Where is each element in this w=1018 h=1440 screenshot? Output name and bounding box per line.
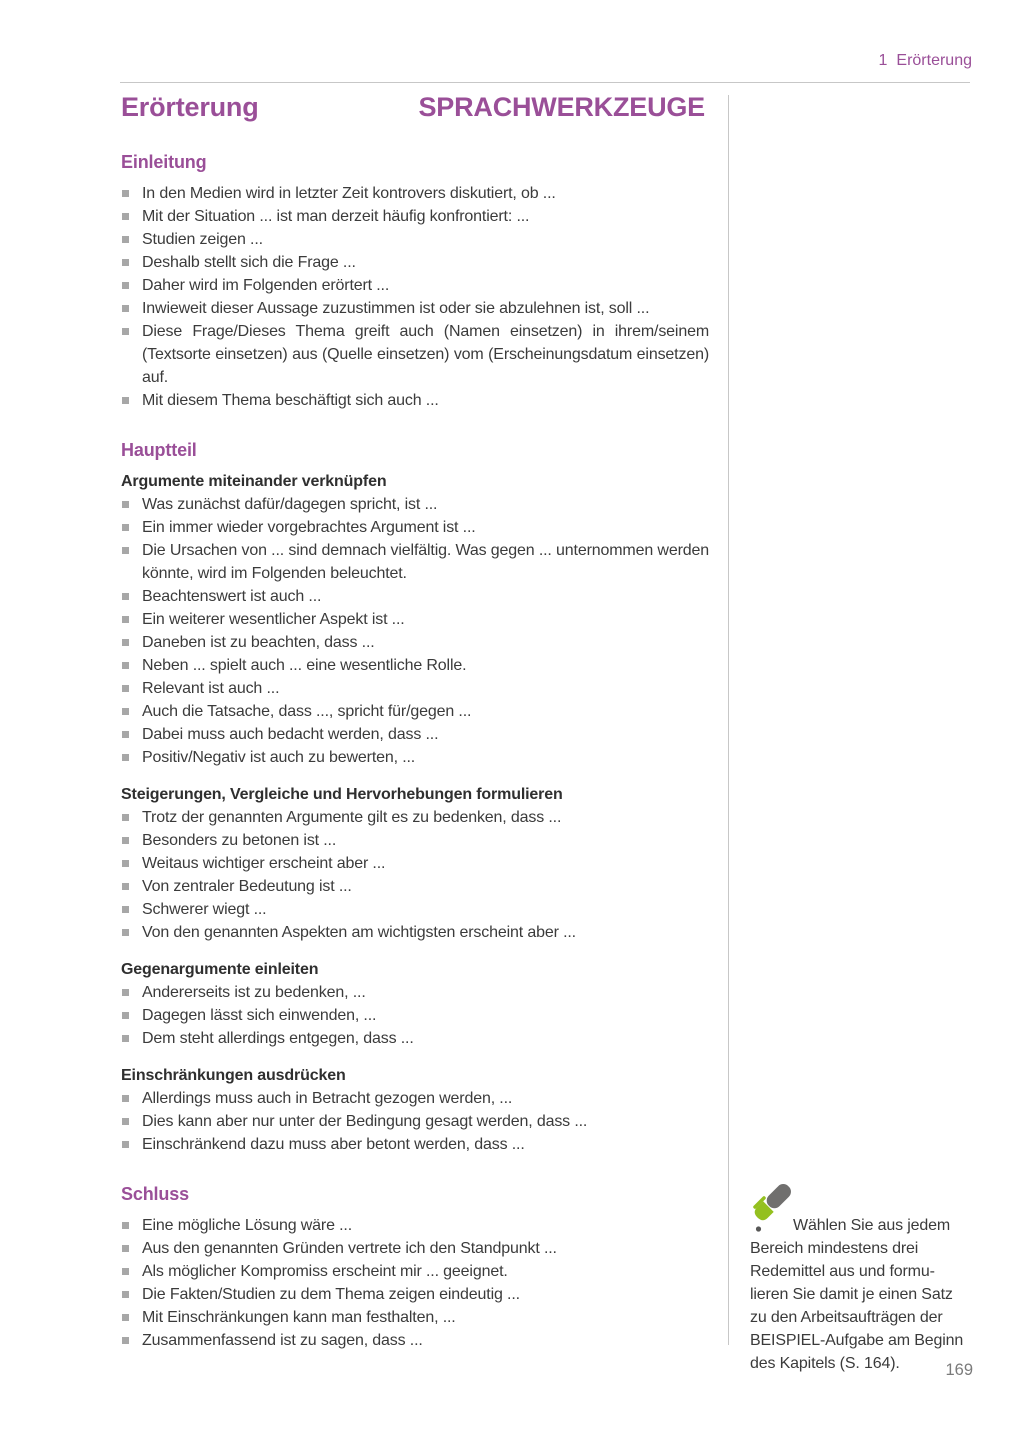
note-line: des Kapitels (S. 164). (750, 1355, 900, 1372)
bullet-item (121, 228, 709, 251)
group-subheading: Steigerungen, Vergleiche und Hervorhebungen formulieren (121, 786, 563, 803)
bullet-square-icon (122, 906, 129, 913)
bullet-item (121, 829, 709, 852)
bullet-list (121, 493, 709, 769)
bullet-item (121, 516, 709, 539)
bullet-item (121, 608, 709, 631)
section-einleitung (121, 150, 709, 412)
bullet-text: Was zunächst dafür/dagegen spricht, ist ... (142, 496, 438, 513)
bullet-square-icon (122, 236, 129, 243)
bullet-item (121, 251, 709, 274)
bullet-item (121, 1260, 709, 1283)
bullet-item (121, 1214, 709, 1237)
bullet-square-icon (122, 190, 129, 197)
bullet-item (121, 320, 709, 389)
marker-pen-icon (747, 1180, 799, 1236)
bullet-text: Von zentraler Bedeutung ist ... (142, 878, 352, 895)
bullet-text: Einschränkend dazu muss aber betont werden, dass ... (142, 1136, 525, 1153)
bullet-item (121, 389, 709, 412)
group-subheading: Gegenargumente einleiten (121, 961, 319, 978)
bullet-text: Von den genannten Aspekten am wichtigsten erscheint aber ... (142, 924, 576, 941)
bullet-text: Daneben ist zu beachten, dass ... (142, 634, 375, 651)
group-subheading: Argumente miteinander verknüpfen (121, 473, 387, 490)
bullet-text: Auch die Tatsache, dass ..., spricht für/gegen ... (142, 703, 472, 720)
bullet-square-icon (122, 1222, 129, 1229)
bullet-text: Besonders zu betonen ist ... (142, 832, 337, 849)
bullet-square-icon (122, 1012, 129, 1019)
bullet-square-icon (122, 593, 129, 600)
bullet-item (121, 723, 709, 746)
bullet-item (121, 585, 709, 608)
page-number: 169 (945, 1361, 973, 1379)
bullet-square-icon (122, 1118, 129, 1125)
bullet-text: Daher wird im Folgenden erörtert ... (142, 277, 390, 294)
note-line: Redemittel aus und formu- (750, 1263, 935, 1280)
bullet-item (121, 654, 709, 677)
bullet-item (121, 1283, 709, 1306)
bullet-text: Die Ursachen von ... sind demnach vielfältig. Was gegen ... unternommen werden könnte, wird im Folgenden beleuchtet. (142, 542, 709, 582)
bullet-text: Ein weiterer wesentlicher Aspekt ist ... (142, 611, 405, 628)
bullet-item (121, 1087, 709, 1110)
bullet-square-icon (122, 213, 129, 220)
bullet-square-icon (122, 282, 129, 289)
running-head (879, 52, 973, 70)
bullet-square-icon (122, 1268, 129, 1275)
title-row (121, 92, 705, 123)
bullet-text: Schwerer wiegt ... (142, 901, 267, 918)
bullet-item (121, 297, 709, 320)
bullet-item (121, 182, 709, 205)
bullet-text: Mit der Situation ... ist man derzeit häufig konfrontiert: ... (142, 208, 530, 225)
margin-note (750, 1180, 966, 1375)
bullet-text: Dies kann aber nur unter der Bedingung gesagt werden, dass ... (142, 1113, 588, 1130)
bullet-text: Inwieweit dieser Aussage zuzustimmen ist oder sie abzulehnen ist, soll ... (142, 300, 650, 317)
bullet-square-icon (122, 685, 129, 692)
bullet-list (121, 981, 709, 1050)
bullet-item (121, 1004, 709, 1027)
section-hauptteil (121, 438, 709, 1156)
bullet-text: Studien zeigen ... (142, 231, 263, 248)
bullet-item (121, 852, 709, 875)
bullet-square-icon (122, 860, 129, 867)
bullet-square-icon (122, 989, 129, 996)
bullet-item (121, 981, 709, 1004)
bullet-text: Eine mögliche Lösung wäre ... (142, 1217, 352, 1234)
note-line: Bereich mindestens drei (750, 1240, 919, 1257)
bullet-square-icon (122, 837, 129, 844)
bullet-text: Allerdings muss auch in Betracht gezogen werden, ... (142, 1090, 513, 1107)
section-heading: Schluss (121, 1184, 189, 1204)
bullet-text: Neben ... spielt auch ... eine wesentliche Rolle. (142, 657, 467, 674)
bullet-item (121, 746, 709, 769)
bullet-text: Als möglicher Kompromiss erscheint mir ... geeignet. (142, 1263, 508, 1280)
bullet-square-icon (122, 397, 129, 404)
bullet-item (121, 1110, 709, 1133)
bullet-item (121, 631, 709, 654)
bullet-text: Weitaus wichtiger erscheint aber ... (142, 855, 386, 872)
note-line: zu den Arbeitsaufträgen der (750, 1309, 943, 1326)
bullet-text: Die Fakten/Studien zu dem Thema zeigen eindeutig ... (142, 1286, 520, 1303)
page-title: Erörterung (121, 92, 259, 122)
bullet-square-icon (122, 547, 129, 554)
bullet-item (121, 677, 709, 700)
header-rule (120, 82, 970, 83)
note-line: BEISPIEL-Aufgabe am Beginn (750, 1332, 964, 1349)
note-line: lieren Sie damit je einen Satz (750, 1286, 953, 1303)
bullet-item (121, 1329, 709, 1352)
section-heading: Hauptteil (121, 440, 197, 460)
bullet-square-icon (122, 708, 129, 715)
bullet-square-icon (122, 662, 129, 669)
bullet-text: In den Medien wird in letzter Zeit kontrovers diskutiert, ob ... (142, 185, 556, 202)
section-schluss (121, 1182, 709, 1352)
bullet-square-icon (122, 754, 129, 761)
section-heading: Einleitung (121, 152, 207, 172)
bullet-square-icon (122, 929, 129, 936)
bullet-square-icon (122, 639, 129, 646)
bullet-list (121, 806, 709, 944)
pen-dot (756, 1226, 761, 1231)
bullet-item (121, 1027, 709, 1050)
bullet-item (121, 898, 709, 921)
bullet-text: Andererseits ist zu bedenken, ... (142, 984, 366, 1001)
chapter-number: 1 (878, 52, 888, 69)
bullet-square-icon (122, 1141, 129, 1148)
bullet-square-icon (122, 883, 129, 890)
bullet-square-icon (122, 1245, 129, 1252)
column-divider (728, 95, 729, 1345)
bullet-text: Positiv/Negativ ist auch zu bewerten, ... (142, 749, 416, 766)
bullet-text: Beachtenswert ist auch ... (142, 588, 322, 605)
group-subheading: Einschränkungen ausdrücken (121, 1067, 346, 1084)
bullet-text: Zusammenfassend ist zu sagen, dass ... (142, 1332, 423, 1349)
bullet-text: Dagegen lässt sich einwenden, ... (142, 1007, 377, 1024)
bullet-square-icon (122, 1314, 129, 1321)
bullet-square-icon (122, 731, 129, 738)
bullet-text: Diese Frage/Dieses Thema greift auch (Namen einsetzen) in ihrem/seinem (Textsorte einsetzen) aus (Quelle einsetzen) vom (Erscheinungsdatum einsetzen) auf. (142, 323, 709, 386)
page-title-right: SPRACHWERKZEUGE (418, 92, 705, 122)
bullet-item (121, 1133, 709, 1156)
bullet-item (121, 493, 709, 516)
bullet-item (121, 875, 709, 898)
bullet-list (121, 182, 709, 412)
bullet-item (121, 1237, 709, 1260)
bullet-square-icon (122, 1337, 129, 1344)
bullet-square-icon (122, 616, 129, 623)
bullet-list (121, 1214, 709, 1352)
bullet-text: Trotz der genannten Argumente gilt es zu bedenken, dass ... (142, 809, 562, 826)
bullet-text: Dabei muss auch bedacht werden, dass ... (142, 726, 439, 743)
bullet-text: Dem steht allerdings entgegen, dass ... (142, 1030, 414, 1047)
note-line: Wählen Sie aus jedem (793, 1217, 951, 1234)
bullet-square-icon (122, 501, 129, 508)
bullet-text: Ein immer wieder vorgebrachtes Argument ist ... (142, 519, 476, 536)
bullet-square-icon (122, 259, 129, 266)
chapter-label: Erörterung (896, 52, 972, 69)
bullet-item (121, 806, 709, 829)
bullet-item (121, 1306, 709, 1329)
bullet-text: Aus den genannten Gründen vertrete ich den Standpunkt ... (142, 1240, 557, 1257)
bullet-item (121, 539, 709, 585)
main-column (121, 150, 709, 1352)
bullet-square-icon (122, 524, 129, 531)
bullet-square-icon (122, 328, 129, 335)
bullet-item (121, 274, 709, 297)
bullet-text: Mit Einschränkungen kann man festhalten, ... (142, 1309, 456, 1326)
bullet-square-icon (122, 305, 129, 312)
bullet-item (121, 205, 709, 228)
bullet-square-icon (122, 814, 129, 821)
bullet-square-icon (122, 1095, 129, 1102)
bullet-item (121, 921, 709, 944)
bullet-square-icon (122, 1291, 129, 1298)
bullet-item (121, 700, 709, 723)
bullet-text: Mit diesem Thema beschäftigt sich auch ... (142, 392, 439, 409)
bullet-square-icon (122, 1035, 129, 1042)
bullet-text: Relevant ist auch ... (142, 680, 280, 697)
bullet-list (121, 1087, 709, 1156)
bullet-text: Deshalb stellt sich die Frage ... (142, 254, 356, 271)
